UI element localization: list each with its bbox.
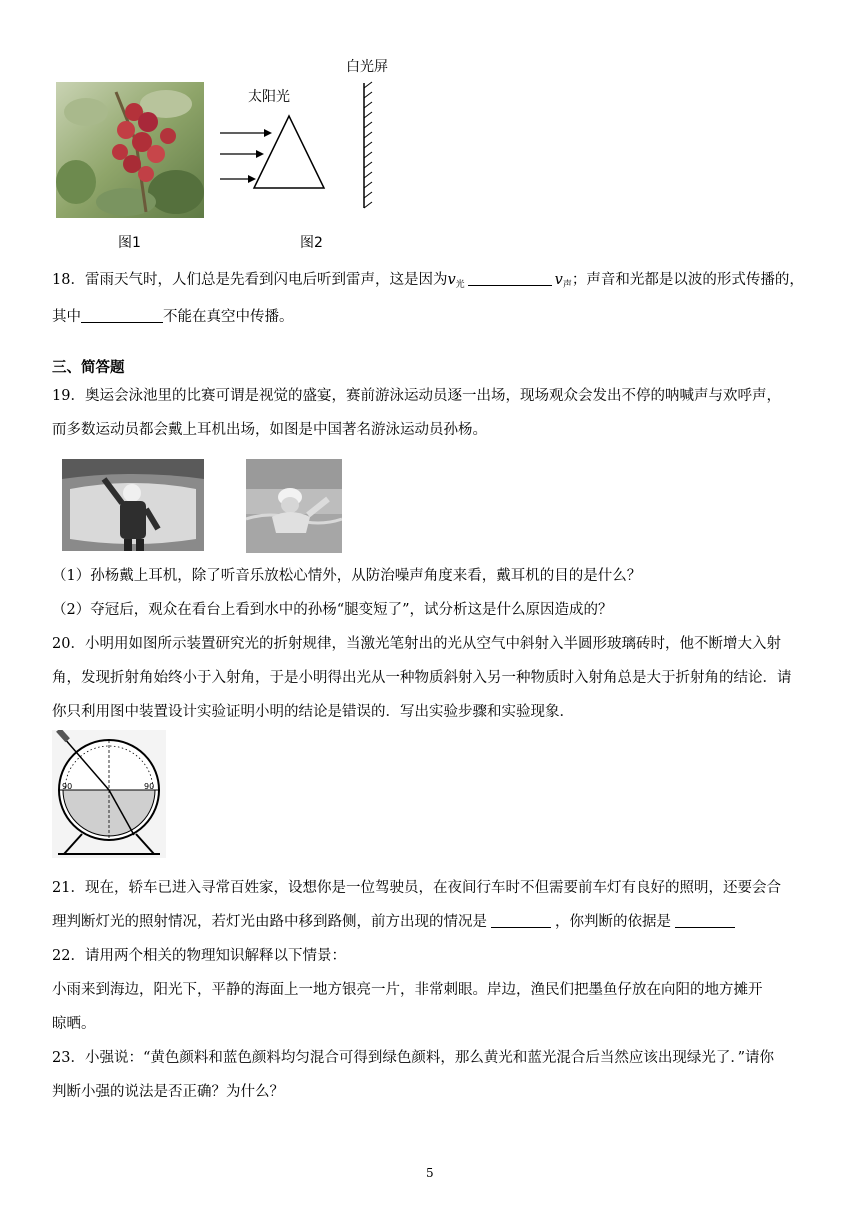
q21-line-2 <box>52 912 735 932</box>
v-light-symbol: v <box>447 272 456 288</box>
q18-text-c: 其中 <box>52 309 81 325</box>
prism-diagram <box>214 78 384 213</box>
white-screen-label: 白光屏 <box>346 59 388 75</box>
q19-line-1: 19．奥运会泳池里的比赛可谓是视觉的盛宴，赛前游泳运动员逐一出场，现场观众会发出不停的呐喊声与欢呼声， <box>52 388 781 404</box>
q18-blank-1[interactable] <box>468 271 552 286</box>
q20-line-3: 你只利用图中装置设计实验证明小明的结论是错误的．写出实验步骤和实验现象． <box>52 704 574 720</box>
q18-line-2 <box>52 307 294 327</box>
v-sound-subscript: 声 <box>562 280 572 290</box>
q23-line-1: 23．小强说：“黄色颜料和蓝色颜料均匀混合可得到绿色颜料，那么黄光和蓝光混合后当然应该出现绿光了．”请你 <box>52 1050 775 1066</box>
page-number: 5 <box>426 1166 434 1180</box>
q21-blank-1[interactable] <box>491 913 551 928</box>
q20-line-2: 角，发现折射角始终小于入射角，于是小明得出光从一种物质斜射入另一种物质时入射角总是大于折射角的结论．请 <box>52 670 792 686</box>
q20-line-1: 20．小明用如图所示装置研究光的折射规律，当激光笔射出的光从空气中斜射入半圆形玻璃砖时，他不断增大入射 <box>52 636 781 652</box>
q19-sub-1: （1）孙杨戴上耳机，除了听音乐放松心情外，从防治噪声角度来看，戴耳机的目的是什么？ <box>52 568 642 584</box>
q22-line-1: 22．请用两个相关的物理知识解释以下情景： <box>52 948 346 964</box>
figure-1-label: 图1 <box>118 235 141 251</box>
q21-text-b: ，你判断的依据是 <box>555 914 671 930</box>
refraction-apparatus <box>52 730 166 858</box>
swimmer-photo-2 <box>246 459 342 553</box>
q19-line-2: 而多数运动员都会戴上耳机出场，如图是中国著名游泳运动员孙杨。 <box>52 422 487 438</box>
figure-2-label: 图2 <box>300 235 323 251</box>
q22-line-2: 小雨来到海边，阳光下，平静的海面上一地方银亮一片，非常刺眼。岸边，渔民们把墨鱼仔放在向阳的地方摊开 <box>52 982 763 998</box>
q19-sub-2: （2）夺冠后，观众在看台上看到水中的孙杨“腿变短了”，试分析这是什么原因造成的？ <box>52 602 613 618</box>
dial-label-right: 90 <box>144 782 155 791</box>
q18-text-a: 18．雷雨天气时，人们总是先看到闪电后听到雷声，这是因为 <box>52 272 448 288</box>
apple-tree-photo <box>56 82 204 218</box>
q23-line-2: 判断小强的说法是否正确？为什么？ <box>52 1084 284 1100</box>
q18-blank-2[interactable] <box>81 308 163 323</box>
q21-line-1: 21．现在，轿车已进入寻常百姓家，设想你是一位驾驶员，在夜间行车时不但需要前车灯有良好的照明，还要会合 <box>52 880 781 896</box>
q18-line-1 <box>52 270 804 295</box>
q18-text-d: 不能在真空中传播。 <box>163 309 294 325</box>
q22-line-3: 晾晒。 <box>52 1016 96 1032</box>
section-3-title: 三、简答题 <box>52 359 125 376</box>
q21-blank-2[interactable] <box>675 913 735 928</box>
q18-text-b: ；声音和光都是以波的形式传播的， <box>571 272 804 288</box>
q21-text-a: 理判断灯光的照射情况，若灯光由路中移到路侧，前方出现的情况是 <box>52 914 487 930</box>
v-light-subscript: 光 <box>455 280 465 290</box>
v-sound-symbol: v <box>554 272 563 288</box>
dial-label-left: 90 <box>62 782 73 791</box>
swimmer-photo-1 <box>62 459 204 551</box>
sunlight-label: 太阳光 <box>248 89 290 105</box>
